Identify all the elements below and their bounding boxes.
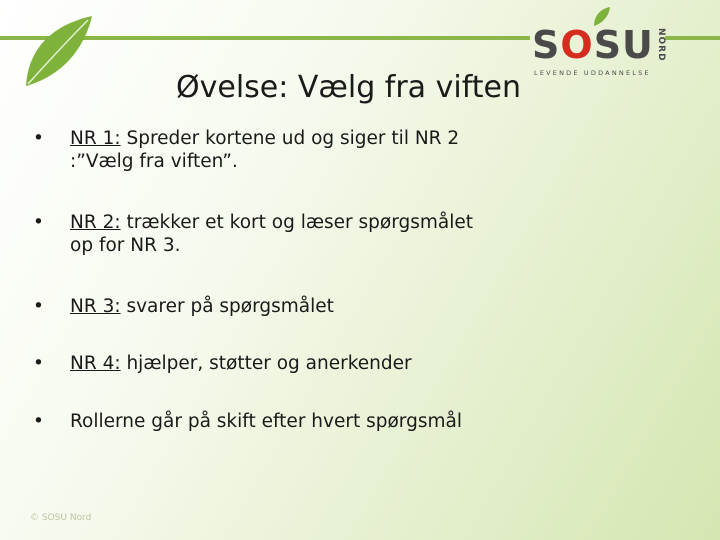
bullet-label: NR 3:	[70, 296, 121, 317]
bullet-text: Rollerne går på skift efter hvert spørgsmål	[70, 411, 462, 432]
bullet-label: NR 4:	[70, 353, 121, 374]
bullet-list	[30, 127, 500, 433]
bullet-dot: •	[33, 411, 44, 432]
logo-tagline: LEVENDE UDDANNELSE	[534, 69, 651, 77]
logo-letter-o: O	[560, 23, 594, 67]
bullet-text: Spreder kortene ud og siger til NR 2 :”Vælg fra viften”.	[70, 128, 460, 172]
logo-letters-su: SU	[593, 23, 654, 67]
bullet-item	[30, 127, 500, 173]
logo-letter-s: S	[532, 23, 561, 67]
bullet-item	[30, 211, 500, 257]
logo-wordmark	[532, 23, 654, 67]
bullet-text: svarer på spørgsmålet	[120, 296, 334, 317]
bullet-dot: •	[33, 353, 44, 374]
header-rule-right	[665, 36, 720, 40]
bullet-item	[30, 352, 500, 375]
slide-title: Øvelse: Vælg fra viften	[176, 70, 521, 105]
bullet-text: trækker et kort og læser spørgsmålet op for NR 3.	[70, 212, 473, 256]
bullet-dot: •	[33, 296, 44, 317]
bullet-label: NR 2:	[70, 212, 121, 233]
logo-nord: NORD	[656, 28, 666, 62]
bullet-dot: •	[33, 128, 44, 149]
bullet-item	[30, 410, 500, 433]
sosu-nord-logo	[530, 6, 670, 80]
footer-copyright: © SOSU Nord	[30, 513, 92, 523]
bullet-text: hjælper, støtter og anerkender	[120, 353, 412, 374]
leaf-icon	[18, 12, 98, 92]
bullet-label: NR 1:	[70, 128, 121, 149]
bullet-item	[30, 295, 500, 318]
bullet-dot: •	[33, 212, 44, 233]
